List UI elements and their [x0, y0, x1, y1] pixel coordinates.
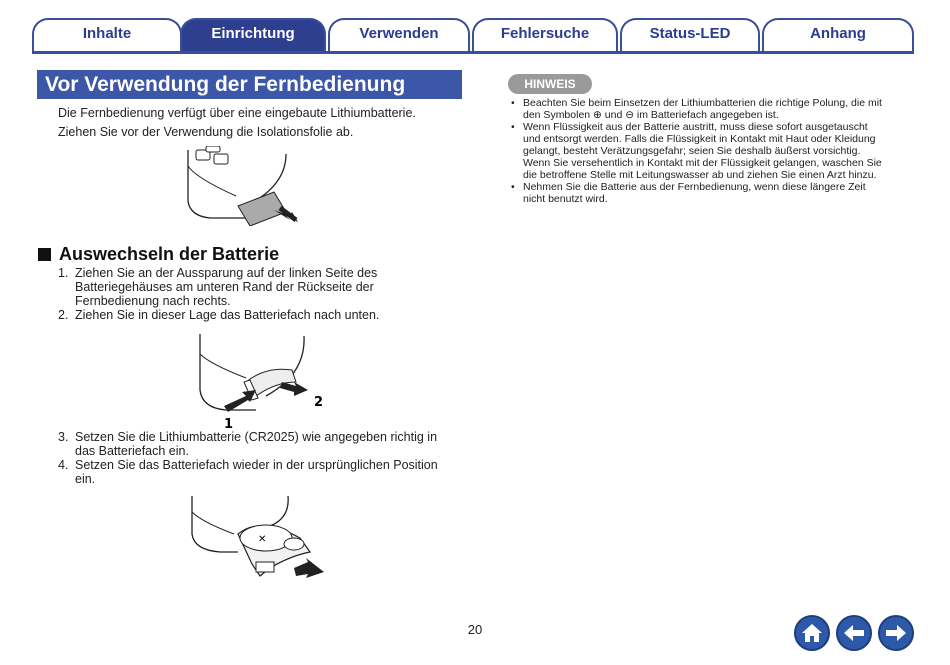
step-text: Fernbedienung nach rechts. — [75, 294, 231, 308]
intro-line-1: Die Fernbedienung verfügt über eine eingebaute Lithiumbatterie. — [58, 106, 416, 120]
step-text: Ziehen Sie in dieser Lage das Batteriefach nach unten. — [75, 308, 380, 322]
insulation-sheet-illustration — [186, 146, 306, 226]
hinweis-notes — [510, 97, 910, 205]
hinweis-badge: HINWEIS — [508, 74, 592, 94]
back-button[interactable] — [836, 615, 872, 651]
tab-baseline — [32, 51, 914, 54]
list-item — [38, 266, 458, 308]
home-button[interactable] — [794, 615, 830, 651]
figure-label-2: 2 — [314, 395, 324, 410]
list-item — [510, 181, 910, 205]
note-line: Wenn Sie versehentlich in Kontakt mit der Flüssigkeit gelangen, waschen Sie — [523, 157, 882, 169]
list-item — [510, 97, 910, 121]
note-line: Beachten Sie beim Einsetzen der Lithiumbatterien die richtige Polung, die mit — [523, 97, 882, 109]
tab-inhalte[interactable]: Inhalte — [32, 18, 182, 51]
square-bullet-icon — [38, 248, 51, 261]
note-line: die betroffene Stelle mit Leitungswasser ab und ziehen Sie einen Arzt hinzu. — [523, 169, 877, 181]
home-icon — [798, 619, 826, 647]
step-text: Setzen Sie die Lithiumbatterie (CR2025) wie angegeben richtig in — [75, 430, 438, 444]
step-number: 1. — [58, 266, 69, 280]
intro-text — [58, 104, 416, 142]
note-line: und entsorgt werden. Falls die Flüssigkeit in Kontakt mit Haut oder Kleidung — [523, 133, 876, 145]
tab-fehlersuche[interactable]: Fehlersuche — [472, 18, 618, 51]
step-text: Batteriegehäuses am unteren Rand der Rückseite der — [75, 280, 374, 294]
list-item — [510, 121, 910, 181]
steps-list-b — [38, 430, 458, 486]
page-title: Vor Verwendung der Fernbedienung — [37, 70, 462, 99]
note-line: gelangt, besteht Verätzungsgefahr; seien Sie deshalb äußerst vorsichtig. — [523, 145, 861, 157]
note-line: Nehmen Sie die Batterie aus der Fernbedienung, wenn diese längere Zeit — [523, 181, 866, 193]
step-text: das Batteriefach ein. — [75, 444, 189, 458]
note-line: Wenn Flüssigkeit aus der Batterie austritt, muss diese sofort ausgetauscht — [523, 121, 868, 133]
step-number: 2. — [58, 308, 69, 322]
tab-status-led[interactable]: Status-LED — [620, 18, 760, 51]
steps-list-a — [38, 266, 458, 322]
page-number: 20 — [467, 622, 483, 637]
figure-label-1: 1 — [224, 417, 234, 430]
battery-tray-removal-illustration — [196, 330, 326, 430]
note-line: den Symbolen ⊕ und ⊖ im Batteriefach angegeben ist. — [523, 109, 779, 121]
tab-verwenden[interactable]: Verwenden — [328, 18, 470, 51]
step-number: 4. — [58, 458, 69, 472]
intro-line-2: Ziehen Sie vor der Verwendung die Isolationsfolie ab. — [58, 125, 354, 139]
step-text: ein. — [75, 472, 96, 486]
tab-anhang[interactable]: Anhang — [762, 18, 914, 51]
note-line: nicht benutzt wird. — [523, 193, 608, 205]
list-item — [38, 308, 458, 322]
tab-einrichtung[interactable]: Einrichtung — [180, 18, 326, 51]
forward-button[interactable] — [878, 615, 914, 651]
step-text: Setzen Sie das Batteriefach wieder in der ursprünglichen Position — [75, 458, 438, 472]
battery-insert-illustration — [190, 494, 330, 580]
svg-text:✕: ✕ — [258, 534, 267, 545]
arrow-left-icon — [840, 619, 868, 647]
tab-bar — [32, 18, 914, 54]
section-heading — [38, 243, 279, 265]
list-item — [38, 458, 458, 486]
list-item — [38, 430, 458, 458]
step-text: Ziehen Sie an der Aussparung auf der linken Seite des — [75, 266, 378, 280]
section-heading-text: Auswechseln der Batterie — [59, 244, 280, 264]
step-number: 3. — [58, 430, 69, 444]
arrow-right-icon — [882, 619, 910, 647]
